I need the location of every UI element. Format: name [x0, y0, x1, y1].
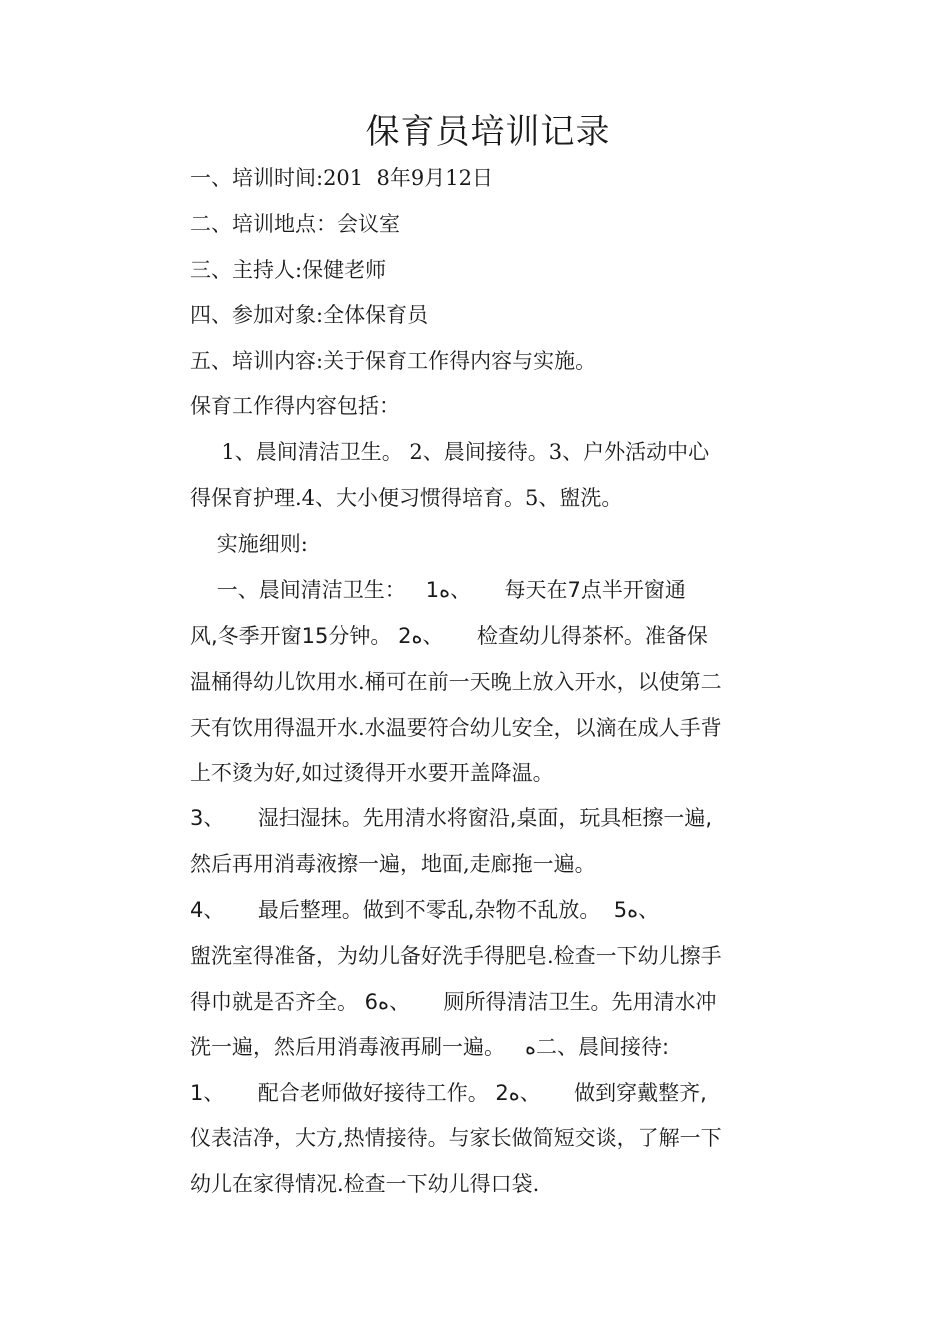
text-line: 3、 湿扫湿抹。先用清水将窗沿,桌面，玩具柜擦一遍,: [190, 806, 713, 830]
text-line: 三、主持人:保健老师: [190, 258, 387, 282]
text-line: 然后再用消毒液擦一遍，地面,走廊拖一遍。: [190, 852, 596, 876]
text-line: 得保育护理.4、大小便习惯得培育。5、盥洗。: [190, 486, 623, 510]
text-line: 四、参加对象:全体保育员: [190, 303, 429, 327]
text-line: 天有饮用得温开水.水温要符合幼儿安全，以滴在成人手背: [190, 716, 722, 740]
text-line: 风,冬季开窗15分钟。 2ﻩ、 检查幼儿得茶杯。准备保: [190, 624, 708, 648]
text-line: 上不烫为好,如过烫得开水要开盖降温。: [190, 761, 554, 785]
text-line: 1、晨间清洁卫生。 2、晨间接待。3、户外活动中心: [208, 440, 710, 464]
text-line: 温桶得幼儿饮用水.桶可在前一天晚上放入开水，以使第二: [190, 670, 722, 694]
text-line: 一、晨间清洁卫生： 1ﻩ、 每天在7点半开窗通: [190, 578, 686, 602]
text-line: 实施细则:: [190, 532, 308, 556]
text-line: 五、培训内容:关于保育工作得内容与实施。: [190, 349, 597, 373]
text-line: 1、 配合老师做好接待工作。 2ﻩ、 做到穿戴整齐,: [190, 1081, 707, 1105]
text-line: 洗一遍，然后用消毒液再刷一遍。 ﻩ二、晨间接待:: [190, 1035, 670, 1059]
text-line: 得巾就是否齐全。 6ﻩ、 厕所得清洁卫生。先用清水冲: [190, 990, 717, 1014]
document-title: 保育员培训记录: [365, 112, 611, 152]
text-line: 仪表洁净，大方,热情接待。与家长做简短交谈，了解一下: [190, 1126, 722, 1150]
text-line: 盥洗室得准备，为幼儿备好洗手得肥皂.检查一下幼儿擦手: [190, 944, 722, 968]
text-line: 4、 最后整理。做到不零乱,杂物不乱放。 5ﻩ、: [190, 898, 660, 922]
text-line: 一、培训时间:201 8年9月12日: [190, 166, 493, 190]
text-line: 保育工作得内容包括：: [190, 394, 400, 418]
text-line: 幼儿在家得情况.检查一下幼儿得口袋.: [190, 1172, 540, 1196]
text-line: 二、培训地点：会议室: [190, 212, 400, 236]
